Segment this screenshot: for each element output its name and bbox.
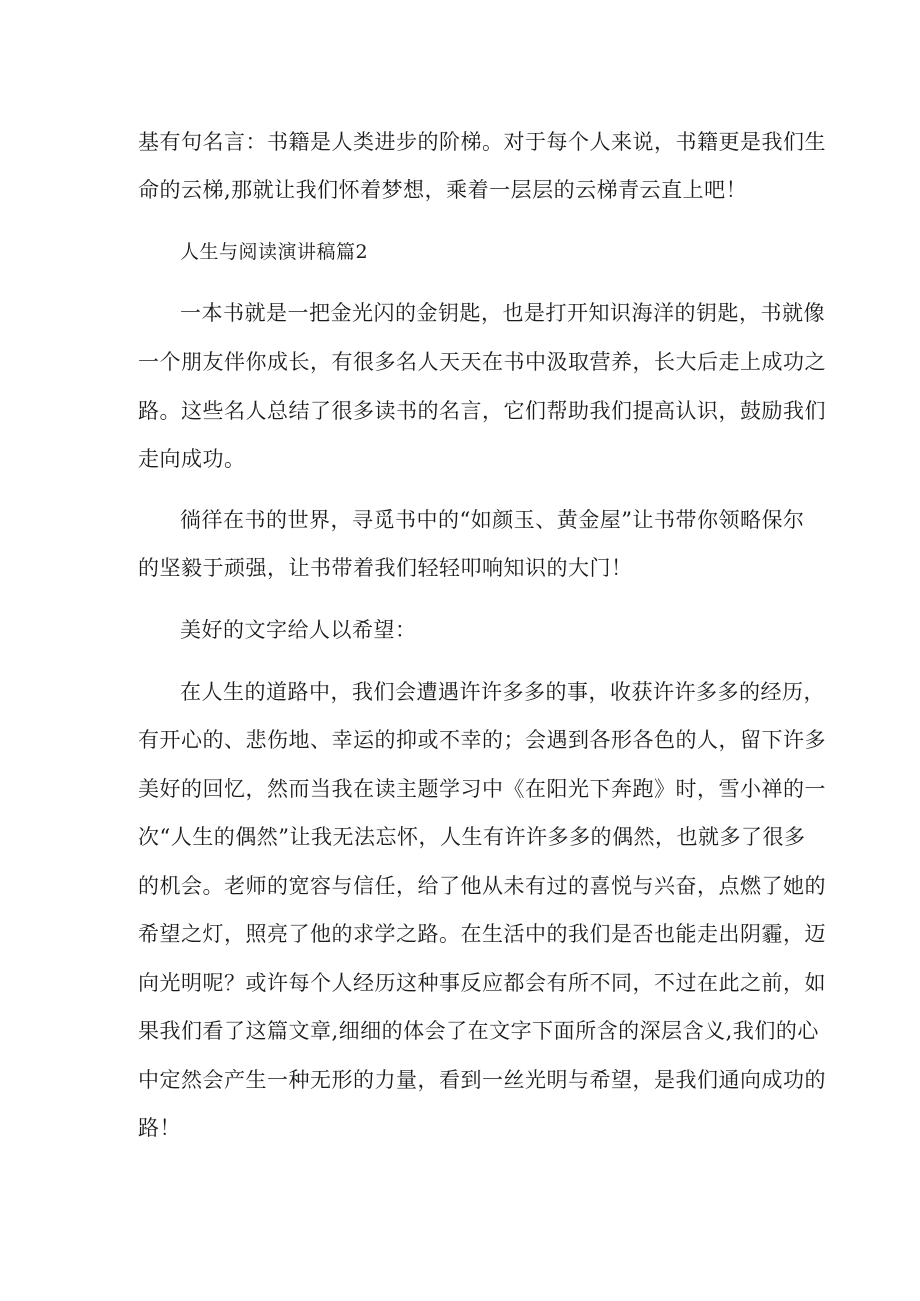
paragraph-2-line-4: 走向成功。: [138, 447, 246, 471]
section-heading: 人生与阅读演讲稿篇2: [180, 241, 369, 263]
paragraph-5-line-10: 路！: [138, 1116, 181, 1140]
paragraph-1-line-2: 命的云梯,那就让我们怀着梦想，乘着一层层的云梯青云直上吧！: [138, 178, 748, 202]
paragraph-2-line-2: 一个朋友伴你成长，有很多名人天天在书中汲取营养，长大后走上成功之: [138, 350, 826, 374]
paragraph-2-line-1: 一本书就是一把金光闪的金钥匙，也是打开知识海洋的钥匙，书就像: [180, 301, 825, 325]
paragraph-4-line-1: 美好的文字给人以希望：: [180, 618, 417, 642]
paragraph-5-line-8: 果我们看了这篇文章,细细的体会了在文字下面所含的深层含义,我们的心: [138, 1019, 819, 1043]
paragraph-5-line-3: 美好的回忆，然而当我在读主题学习中《在阳光下奔跑》时，雪小禅的一: [138, 777, 826, 801]
paragraph-5-line-7: 向光明呢？或许每个人经历这种事反应都会有所不同，不过在此之前，如: [138, 971, 826, 995]
paragraph-5-line-6: 希望之灯，照亮了他的求学之路。在生活中的我们是否也能走出阴霾，迈: [138, 922, 826, 946]
paragraph-5-line-2: 有开心的、悲伤地、幸运的抑或不幸的；会遇到各形各色的人，留下许多: [138, 728, 826, 752]
paragraph-5-line-4: 次“人生的偶然”让我无法忘怀，人生有许许多多的偶然，也就多了很多: [138, 825, 806, 849]
paragraph-5-line-9: 中定然会产生一种无形的力量，看到一丝光明与希望，是我们通向成功的: [138, 1068, 826, 1092]
paragraph-1-line-1: 基有句名言：书籍是人类进步的阶梯。对于每个人来说，书籍更是我们生: [138, 130, 826, 154]
paragraph-3-line-2: 的坚毅于顽强，让书带着我们轻轻叩响知识的大门！: [138, 556, 633, 580]
paragraph-3-line-1: 徜徉在书的世界，寻觅书中的“如颜玉、黄金屋”让书带你领略保尔: [180, 508, 805, 532]
paragraph-5-line-1: 在人生的道路中，我们会遭遇许许多多的事，收获许许多多的经历，: [180, 680, 825, 704]
paragraph-5-line-5: 的机会。老师的宽容与信任，给了他从未有过的喜悦与兴奋，点燃了她的: [138, 874, 826, 898]
paragraph-2-line-3: 路。这些名人总结了很多读书的名言，它们帮助我们提高认识，鼓励我们: [138, 399, 826, 423]
